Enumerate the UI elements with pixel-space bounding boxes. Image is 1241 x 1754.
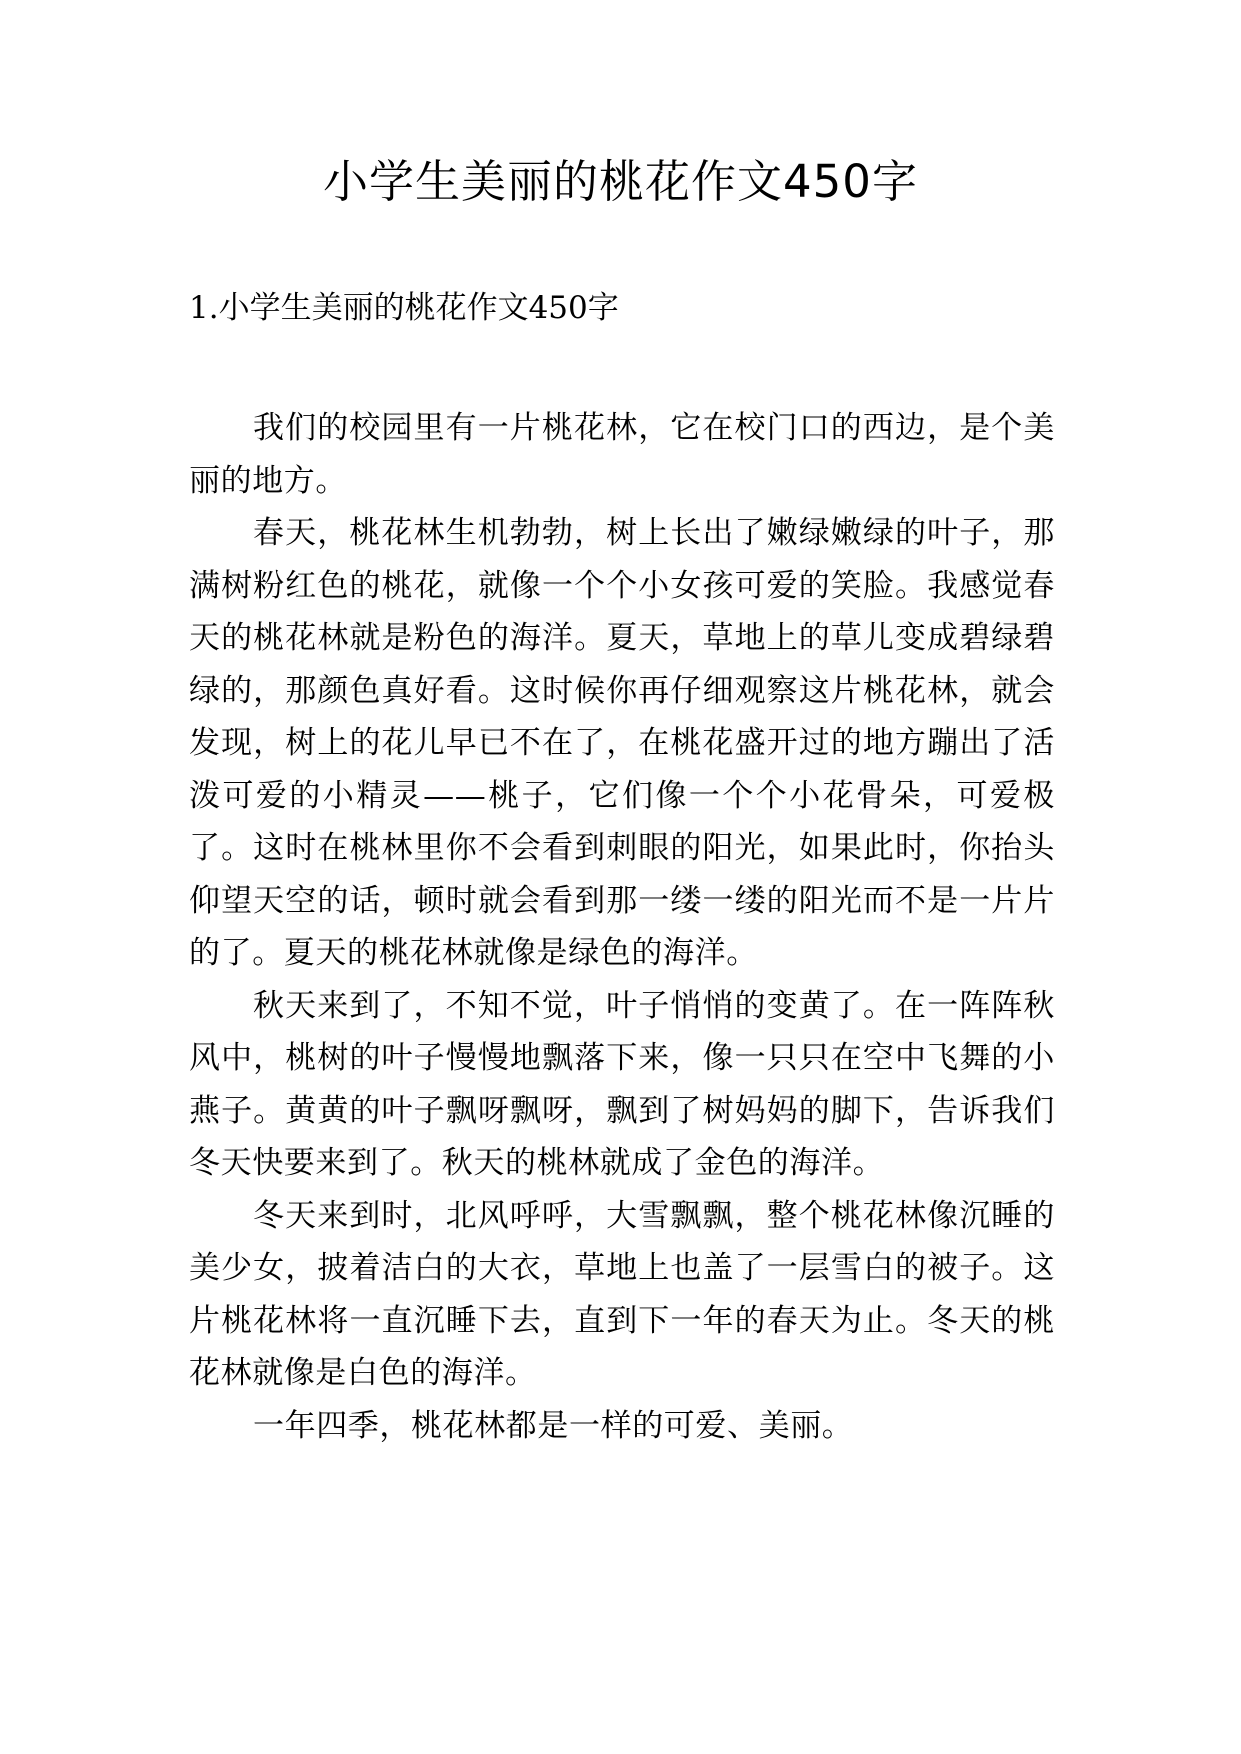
paragraph: 春天，桃花林生机勃勃，树上长出了嫩绿嫩绿的叶子，那满树粉红色的桃花，就像一个个小女孩可爱的笑脸。我感觉春天的桃花林就是粉色的海洋。夏天，草地上的草儿变成碧绿碧绿的，那颜色真好看。这时候你再仔细观察这片桃花林，就会发现，树上的花儿早已不在了，在桃花盛开过的地方蹦出了活泼可爱的小精灵——桃子，它们像一个个小花骨朵，可爱极了。这时在桃林里你不会看到刺眼的阳光，如果此时，你抬头仰望天空的话，顿时就会看到那一缕一缕的阳光而不是一片片的了。夏天的桃花林就像是绿色的海洋。 xyxy=(189,515,1055,971)
paragraph: 冬天来到时，北风呼呼，大雪飘飘，整个桃花林像沉睡的美少女，披着洁白的大衣，草地上也盖了一层雪白的被子。这片桃花林将一直沉睡下去，直到下一年的春天为止。冬天的桃花林就像是白色的海洋。 xyxy=(189,1197,1055,1391)
essay-body xyxy=(189,402,1055,1452)
paragraph: 秋天来到了，不知不觉，叶子悄悄的变黄了。在一阵阵秋风中，桃树的叶子慢慢地飘落下来，像一只只在空中飞舞的小燕子。黄黄的叶子飘呀飘呀，飘到了树妈妈的脚下，告诉我们冬天快要来到了。秋天的桃林就成了金色的海洋。 xyxy=(189,987,1055,1181)
document-title: 小学生美丽的桃花作文450字 xyxy=(323,155,918,208)
paragraph: 一年四季，桃花林都是一样的可爱、美丽。 xyxy=(253,1407,854,1444)
section-heading: 1.小学生美丽的桃花作文450字 xyxy=(189,290,619,326)
paragraph: 我们的校园里有一片桃花林，它在校门口的西边，是个美丽的地方。 xyxy=(189,410,1055,499)
